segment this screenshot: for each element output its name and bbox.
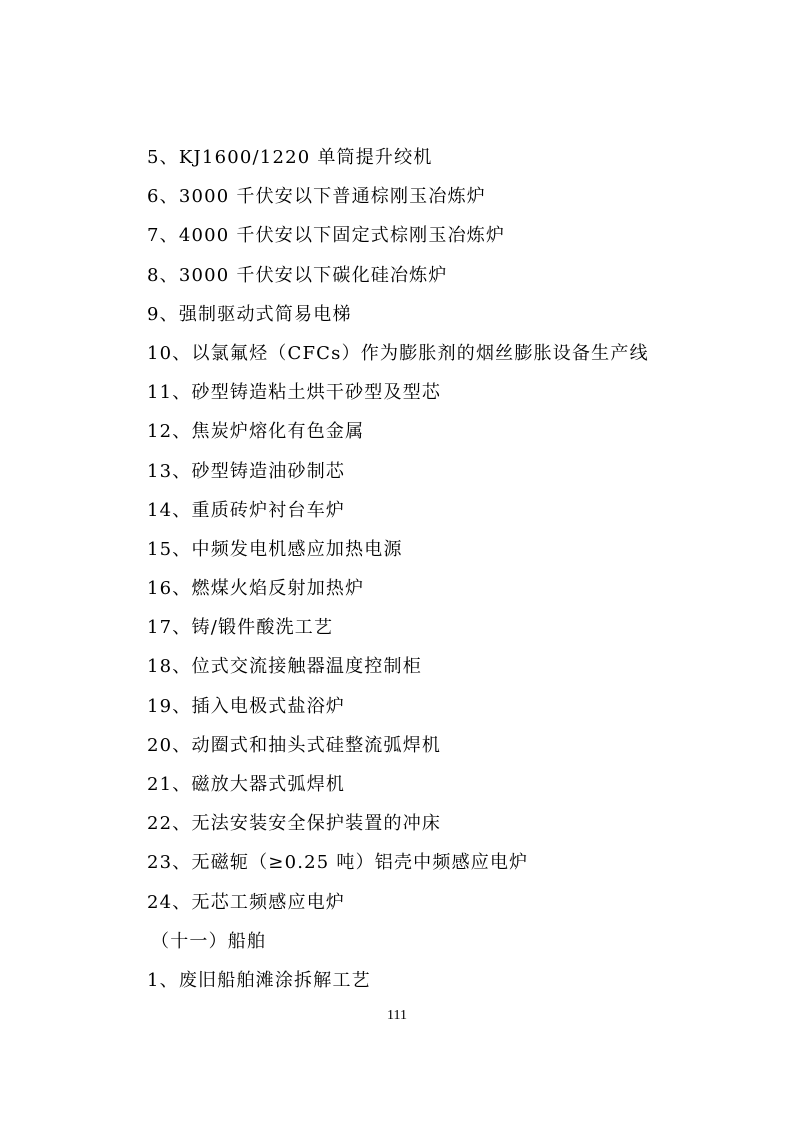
list-item: 9、强制驱动式简易电梯	[147, 303, 352, 325]
section-heading: （十一）船舶	[151, 930, 267, 952]
list-item: 24、无芯工频感应电炉	[147, 891, 346, 913]
list-item: 18、位式交流接触器温度控制柜	[147, 656, 422, 678]
list-item: 7、4000 千伏安以下固定式棕刚玉冶炼炉	[147, 225, 506, 247]
list-item: 14、重质砖炉衬台车炉	[147, 499, 346, 521]
list-item: 11、砂型铸造粘土烘干砂型及型芯	[147, 382, 442, 404]
list-item: 13、砂型铸造油砂制芯	[147, 460, 346, 482]
list-item: 20、动圈式和抽头式硅整流弧焊机	[147, 734, 442, 756]
page-number: 111	[387, 1008, 407, 1023]
list-item: 12、焦炭炉熔化有色金属	[147, 421, 365, 443]
list-item: 1、废旧船舶滩涂拆解工艺	[147, 969, 371, 991]
list-item: 16、燃煤火焰反射加热炉	[147, 578, 365, 600]
list-item: 6、3000 千伏安以下普通棕刚玉冶炼炉	[147, 186, 486, 208]
list-item: 5、KJ1600/1220 单筒提升绞机	[147, 147, 433, 168]
list-item: 19、插入电极式盐浴炉	[147, 695, 346, 717]
list-item: 17、铸/锻件酸洗工艺	[147, 617, 334, 639]
list-item: 8、3000 千伏安以下碳化硅冶炼炉	[147, 264, 448, 286]
list-item: 23、无磁轭（≥0.25 吨）铝壳中频感应电炉	[147, 852, 529, 874]
page-content	[147, 138, 727, 1000]
list-item: 10、以氯氟烃（CFCs）作为膨胀剂的烟丝膨胀设备生产线	[147, 342, 649, 364]
list-item: 22、无法安装安全保护装置的冲床	[147, 813, 442, 835]
list-item: 21、磁放大器式弧焊机	[147, 774, 346, 795]
list-item: 15、中频发电机感应加热电源	[147, 538, 403, 560]
